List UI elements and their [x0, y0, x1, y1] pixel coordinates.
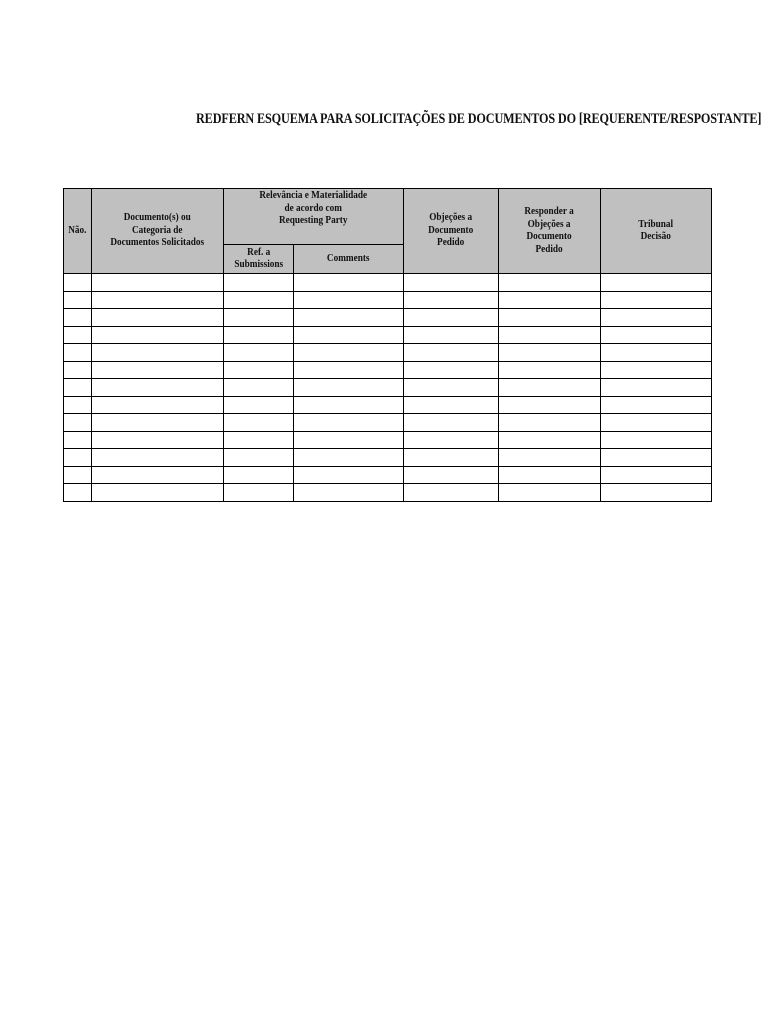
table-cell[interactable] — [92, 396, 224, 414]
table-cell[interactable] — [601, 326, 712, 344]
table-cell[interactable] — [404, 484, 499, 502]
table-cell[interactable] — [92, 431, 224, 449]
table-row — [64, 396, 712, 414]
table-cell[interactable] — [404, 379, 499, 397]
table-cell[interactable] — [601, 484, 712, 502]
header-reply-to-objections: Responder a Objeções a Documento Pedido — [499, 189, 601, 274]
table-cell[interactable] — [92, 449, 224, 467]
header-tribunal-decision: Tribunal Decisão — [601, 189, 712, 274]
table-cell[interactable] — [92, 344, 224, 362]
table-cell[interactable] — [499, 344, 601, 362]
table-cell[interactable] — [224, 326, 294, 344]
table-cell[interactable] — [294, 379, 404, 397]
table-cell[interactable] — [64, 484, 92, 502]
table-cell[interactable] — [64, 379, 92, 397]
table-cell[interactable] — [499, 449, 601, 467]
header-documents: Documento(s) ou Categoria de Documentos Solicitados — [92, 189, 224, 274]
table-row — [64, 431, 712, 449]
table-cell[interactable] — [404, 326, 499, 344]
table-cell[interactable] — [294, 431, 404, 449]
table-cell[interactable] — [499, 414, 601, 432]
table-cell[interactable] — [294, 414, 404, 432]
header-ref-submissions: Ref. a Submissions — [224, 245, 294, 274]
table-cell[interactable] — [64, 466, 92, 484]
table-cell[interactable] — [294, 326, 404, 344]
table-cell[interactable] — [64, 326, 92, 344]
table-cell[interactable] — [224, 309, 294, 327]
table-cell[interactable] — [294, 309, 404, 327]
table-cell[interactable] — [92, 309, 224, 327]
table-cell[interactable] — [224, 466, 294, 484]
table-cell[interactable] — [499, 396, 601, 414]
table-cell[interactable] — [294, 466, 404, 484]
table-cell[interactable] — [224, 274, 294, 292]
table-cell[interactable] — [92, 379, 224, 397]
table-cell[interactable] — [224, 449, 294, 467]
table-row — [64, 361, 712, 379]
table-cell[interactable] — [499, 466, 601, 484]
document-request-table — [63, 188, 712, 502]
table-cell[interactable] — [404, 344, 499, 362]
table-cell[interactable] — [404, 309, 499, 327]
table-cell[interactable] — [294, 396, 404, 414]
table-cell[interactable] — [404, 396, 499, 414]
header-no: Não. — [64, 189, 92, 274]
table-row — [64, 309, 712, 327]
table-cell[interactable] — [294, 449, 404, 467]
table-cell[interactable] — [601, 291, 712, 309]
table-cell[interactable] — [92, 291, 224, 309]
table-cell[interactable] — [499, 484, 601, 502]
table-cell[interactable] — [224, 344, 294, 362]
table-cell[interactable] — [224, 291, 294, 309]
table-cell[interactable] — [92, 466, 224, 484]
table-cell[interactable] — [294, 291, 404, 309]
page-title: REDFERN ESQUEMA PARA SOLICITAÇÕES DE DOCUMENTOS DO [REQUERENTE/RESPOSTANTE] — [196, 111, 762, 127]
table-cell[interactable] — [224, 431, 294, 449]
table-cell[interactable] — [224, 379, 294, 397]
table-cell[interactable] — [601, 309, 712, 327]
table-cell[interactable] — [601, 274, 712, 292]
table-cell[interactable] — [294, 344, 404, 362]
table-cell[interactable] — [499, 291, 601, 309]
table-cell[interactable] — [64, 291, 92, 309]
table-cell[interactable] — [224, 361, 294, 379]
table-row — [64, 326, 712, 344]
table-cell[interactable] — [601, 361, 712, 379]
table-cell[interactable] — [601, 414, 712, 432]
table-cell[interactable] — [64, 361, 92, 379]
table-cell[interactable] — [601, 466, 712, 484]
table-cell[interactable] — [404, 431, 499, 449]
table-row — [64, 449, 712, 467]
table-cell[interactable] — [64, 396, 92, 414]
table-cell[interactable] — [224, 414, 294, 432]
table-cell[interactable] — [92, 326, 224, 344]
table-cell[interactable] — [64, 274, 92, 292]
header-objections: Objeções a Documento Pedido — [404, 189, 499, 274]
table-cell[interactable] — [224, 484, 294, 502]
table-row — [64, 466, 712, 484]
table-row — [64, 274, 712, 292]
table-cell[interactable] — [499, 326, 601, 344]
table-cell[interactable] — [64, 414, 92, 432]
table-cell[interactable] — [64, 344, 92, 362]
table-cell[interactable] — [64, 449, 92, 467]
table-cell[interactable] — [499, 274, 601, 292]
table-cell[interactable] — [92, 274, 224, 292]
table-cell[interactable] — [601, 344, 712, 362]
table-row — [64, 379, 712, 397]
table-row — [64, 484, 712, 502]
table-cell[interactable] — [404, 414, 499, 432]
table-cell[interactable] — [294, 361, 404, 379]
table-cell[interactable] — [499, 309, 601, 327]
table-body — [64, 274, 712, 502]
table-cell[interactable] — [499, 431, 601, 449]
table-cell[interactable] — [64, 431, 92, 449]
table-cell[interactable] — [404, 274, 499, 292]
table-cell[interactable] — [499, 379, 601, 397]
table-cell[interactable] — [601, 431, 712, 449]
table-header-row — [64, 189, 712, 245]
table-cell[interactable] — [64, 309, 92, 327]
table-cell[interactable] — [601, 379, 712, 397]
table-cell[interactable] — [404, 361, 499, 379]
table-cell[interactable] — [92, 484, 224, 502]
table-row — [64, 344, 712, 362]
table-cell[interactable] — [92, 414, 224, 432]
table-cell[interactable] — [224, 396, 294, 414]
header-comments: Comments — [294, 245, 404, 274]
header-relevance: Relevância e Materialidade de acordo com Requesting Party — [224, 189, 404, 245]
table-row — [64, 414, 712, 432]
table-cell[interactable] — [404, 449, 499, 467]
table-cell[interactable] — [294, 484, 404, 502]
table-cell[interactable] — [404, 466, 499, 484]
table-cell[interactable] — [404, 291, 499, 309]
table-cell[interactable] — [601, 396, 712, 414]
table-cell[interactable] — [92, 361, 224, 379]
table-cell[interactable] — [601, 449, 712, 467]
table-cell[interactable] — [294, 274, 404, 292]
table-cell[interactable] — [499, 361, 601, 379]
table-row — [64, 291, 712, 309]
